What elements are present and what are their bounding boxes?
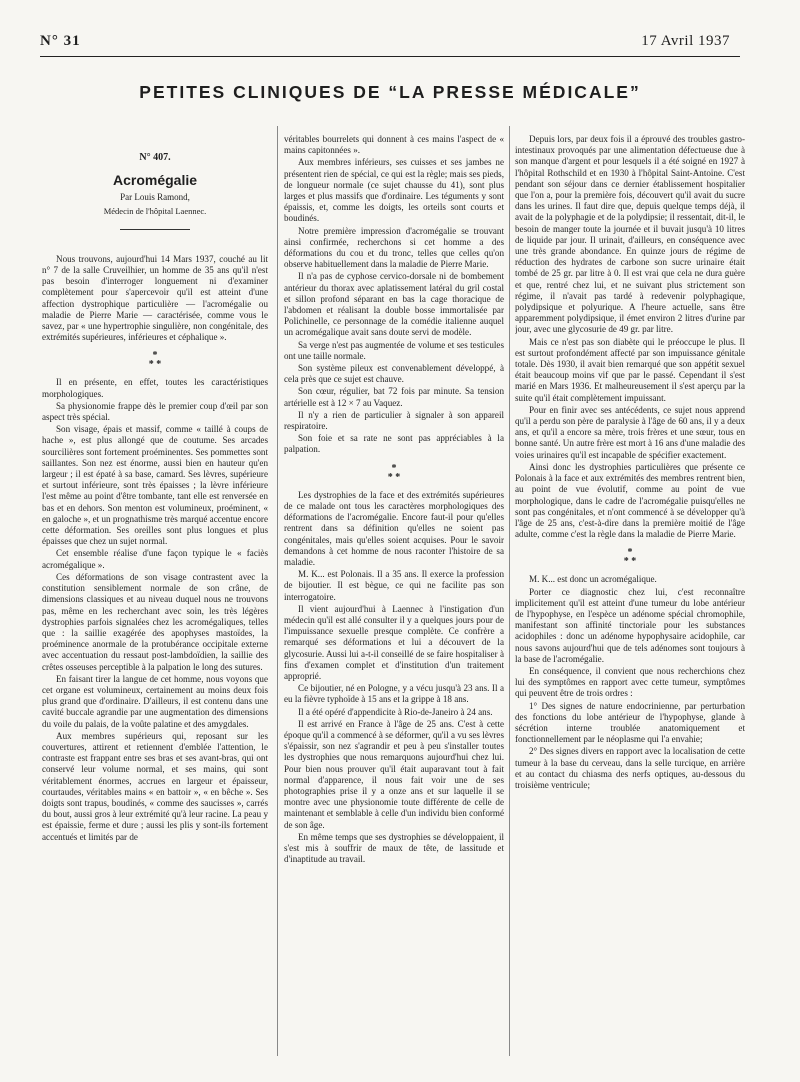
paragraph: Sa physionomie frappe dès le premier coup d'œil par son aspect très spécial.	[42, 400, 268, 423]
paragraph: Il n'y a rien de particulier à signaler à son appareil respiratoire.	[284, 409, 504, 432]
paragraph: Aux membres supérieurs qui, reposant sur les couvertures, attirent et retiennent d'emblée l'attention, le contraste est frappant entre ses bras et ses avant-bras, qui ont conservé leur volume normal, et ses mains, qui sont véritablement énormes, accrues en largeur et épaisseur, courtaudes, véritables mains « en battoir », « en bêche ». Ses doigts sont trapus, boudinés, « comme des saucisses », carrés du bout, aussi gros à leur extrémité qu'à leur racine. La peau y est épaissie, ferme et dure ; aussi les plis y sont-ils fortement accentués et limités par de	[42, 730, 268, 842]
article-author: Par Louis Ramond,	[120, 192, 190, 203]
paragraph: M. K... est Polonais. Il a 35 ans. Il exerce la profession de bijoutier. Il est bègue, ce qui ne facilite pas son interrogatoire.	[284, 569, 504, 602]
paragraph: Nous trouvons, aujourd'hui 14 Mars 1937, couché au lit n° 7 de la salle Cruveilhier, un homme de 35 ans qu'il n'est pas besoin d'interroger longuement ni d'examiner complètement pour s'apercevoir qu'il est atteint d'une affection dystrophique particulière — l'acromégalie ou maladie de Pierre Marie — caractérisée, comme vous le savez, par « une hypertrophie singulière, non congénitale, des extrémités supérieures, inférieures et céphalique ».	[42, 253, 268, 343]
column-divider	[277, 126, 278, 1056]
paragraph: Notre première impression d'acromégalie se trouvant ainsi confirmée, recherchons si cet homme a des déformations du cou et du tronc, telles que celles qu'on observe habituellement dans la maladie de Pierre Marie.	[284, 225, 504, 270]
author-affiliation: Médecin de l'hôpital Laennec.	[103, 205, 207, 216]
paragraph: Il est arrivé en France à l'âge de 25 ans. C'est à cette époque qu'il a commencé à se déformer, qu'il a vu ses lèvres s'épaissir, son nez s'agrandir et peu à peu s'installer toutes les dystrophies que nous remarquons aujourd'hui chez lui. Pour bien nous prouver qu'il était auparavant tout à fait normal d'apparence, il nous fait voir une de ses photographies prise il y a onze ans et sur laquelle il se montre avec une physionomie toute différente de celle de maintenant et semblable à celle d'un individu bien conformé de son âge.	[284, 718, 504, 830]
paragraph: M. K... est donc un acromégalique.	[529, 574, 657, 585]
title-rule	[120, 229, 190, 230]
paragraph: véritables bourrelets qui donnent à ces mains l'aspect de « mains capitonnées ».	[284, 134, 504, 156]
paragraph: Son foie et sa rate ne sont pas appréciables à la palpation.	[284, 433, 504, 455]
paragraph: 1° Des signes de nature endocrinienne, par perturbation des fonctions du lobe antérieur de l'hypophyse, glande à sécrétion interne troublée anatomiquement et fonctionnellement par le néoplasme qui l'a envahie;	[515, 700, 745, 745]
paragraph: Il en présente, en effet, toutes les caractéristiques morphologiques.	[42, 377, 268, 399]
paragraph: Son cœur, régulier, bat 72 fois par minute. Sa tension artérielle est à 12 × 7 au Vaquez.	[284, 386, 504, 408]
paragraph: Il n'a pas de cyphose cervico-dorsale ni de bombement antérieur du thorax avec aplatissement latéral du gril costal et sillon profond séparant en bas la cage thoracique de l'abdomen et réalisant la double bosse immortalisée par Polichinelle, ce personnage de la comédie italienne auquel un acromégalique avait sans doute servi de modèle.	[284, 271, 504, 338]
issue-date: 17 Avril 1937	[641, 33, 730, 49]
column-2	[284, 134, 504, 1064]
paragraph: Depuis lors, par deux fois il a éprouvé des troubles gastro-intestinaux provoqués par une alimentation défectueuse due à son manque d'argent et pour lesquels il a été soigné en 1927 à l'hôpital Rothschild et en 1930 à l'hôpital Saint-Antoine. C'est pendant son séjour dans ce dernier établissement hospitalier que l'on a, pour la première fois, découvert qu'il avait du sucre dans les urines. Il faut dire que, depuis quelque temps déjà, il avait de la polyphagie et de la polydipsie; il ressentait, dit-il, le besoin de manger toute la journée et il buvait jusqu'à 10 litres de liquide par jour. Il urinait, d'ailleurs, en conséquence avec une très grande abondance. En quinze jours de régime de réduction des hydrates de carbone son sucre urinaire était tombé de 25 gr. par litre à 0. Il est vrai que cela ne dura guère et que, rentré chez lui, et ne suivant plus strictement son régime, il n'avait pas tardé à redevenir polyphagique, polydipsique et polyurique. A l'heure actuelle, sans être apparemment polydipsique, il émet environ 2 litres d'urine par jour, avec une glycosurie de 49 gr. par litre.	[515, 134, 745, 335]
paragraph: Ces déformations de son visage contrastent avec la constitution sensiblement normale de son crâne, de dimensions classiques et au niveau duquel nous ne trouvons pas, même en les recherchant avec soin, les très légères dystrophies parfois signalées chez les acromégaliques, telles que : la saillie exagérée des apophyses mastoïdes, la proéminence anormale de la protubérance occipitale externe avec accentuation du ressaut post-lambdoïdien, la saillie des crêtes osseuses perceptible à la palpation le long des sutures.	[42, 571, 268, 672]
paragraph: Pour en finir avec ses antécédents, ce sujet nous apprend qu'il a perdu son père de paralysie à l'âge de 60 ans, il y a deux ans, et qu'il a encore sa mère, trois frères et une sœur, tous en bonne santé. Un autre frère est mort à 16 ans d'une maladie des voies urinaires qu'il est incapable de spécifier exactement.	[515, 404, 745, 460]
paragraph: 2° Des signes divers en rapport avec la localisation de cette tumeur à la base du cerveau, dans la selle turcique, en arrière et au contact du chiasma des nerfs optiques, au-dessous du troisième ventricule;	[515, 746, 745, 790]
paragraph: Aux membres inférieurs, ses cuisses et ses jambes ne présentent rien de spécial, ce qui est la règle; mais ses pieds, de longueur normale (ce sujet chausse du 41), sont plus larges et plus massifs que d'ordinaire. Les téguments y sont épaissis, et, comme les doigts, les orteils sont courts et boudinés.	[284, 157, 504, 224]
journal-title: PETITES CLINIQUES DE “LA PRESSE MÉDICALE”	[139, 82, 641, 102]
column-divider	[509, 126, 510, 1056]
paragraph: Sa verge n'est pas augmentée de volume et ses testicules ont une taille normale.	[284, 339, 504, 361]
section-stars: * * *	[387, 462, 401, 483]
column-1	[42, 134, 268, 1064]
header-rule	[40, 56, 740, 57]
paragraph: Son visage, épais et massif, comme « taillé à coups de hache », est plus allongé que de coutume. Ses arcades sourcilières sont fortement proéminentes. Ses pommettes sont saillantes. Son nez est énorme, aussi bien en hauteur qu'en largeur ; il est épaté à sa base, camard. Ses lèvres, supérieure et surtout inférieure, sont très épaisses ; la lèvre inférieure l'est même au point d'être tombante, tant elle est renversée en bas et en dehors. Son menton est volumineux, proéminent, « en galoche », et un prognathisme très marqué accentue encore cette déformation. Ses oreilles sont plus longues et plus épaisses que chez un sujet normal.	[42, 424, 268, 547]
paragraph: Cet ensemble réalise d'une façon typique le « faciès acromégalique ».	[42, 548, 268, 570]
paragraph: En même temps que ses dystrophies se développaient, il s'est mis à souffrir de maux de tête, de lassitude et d'inaptitude au travail.	[284, 831, 504, 865]
article-title: Acromégalie	[112, 172, 198, 189]
paragraph: Porter ce diagnostic chez lui, c'est reconnaître implicitement qu'il est atteint d'une tumeur du lobe antérieur de l'hypophyse, en l'espèce un adénome spécial chromophile, manifestant son affinité tinctoriale pour les substances acidophiles : donc un adénome hypophysaire acidophile, car nous savons aujourd'hui que de tels adénomes sont toujours à la base de l'acromégalie.	[515, 586, 745, 664]
paragraph: Son système pileux est convenablement développé, à cela près que ce sujet est chauve.	[284, 363, 504, 385]
paragraph: En conséquence, il convient que nous recherchions chez lui des symptômes en rapport avec cette tumeur, symptômes qui peuvent être de trois ordres :	[515, 665, 745, 699]
paragraph: Il vient aujourd'hui à Laennec à l'instigation d'un médecin qu'il est allé consulter il y a quelques jours pour de l'impuissance sexuelle presque complète. Ce confrère a remarqué ses déformations et lui a découvert de la glycosurie. Aussi lui a-t-il conseillé de se faire hospitaliser à fins d'examen complet et d'institution d'un traitement approprié.	[284, 603, 504, 681]
paragraph: En faisant tirer la langue de cet homme, nous voyons que cet organe est volumineux, certainement au moins deux fois plus grand que d'ordinaire. D'ailleurs, il est contenu dans une cavité buccale agrandie par une augmentation des dimensions du voile du palais, de la voûte palatine et des amygdales.	[42, 673, 268, 729]
issue-number: N° 31	[40, 33, 81, 49]
section-stars: * * *	[623, 547, 637, 568]
paragraph: Il a été opéré d'appendicite à Rio-de-Janeiro à 24 ans.	[298, 706, 493, 717]
article-number: N° 407.	[139, 152, 171, 163]
paragraph: Ainsi donc les dystrophies particulières que présente ce Polonais à la face et aux extrémités des membres rentrent bien, au point de vue évolutif, comme au point de vue morphologique, dans le cadre de l'acromégalie puisqu'elles ne sont pas congénitales, et n'ont commencé à se développer qu'à l'âge de 25 ans, c'est-à-dire dans la première moitié de l'âge adulte, comme c'est la règle dans la maladie de Pierre Marie.	[515, 461, 745, 540]
paragraph: Les dystrophies de la face et des extrémités supérieures de ce malade ont tous les caractères morphologiques des déformations de l'acromégalie. Encore faut-il pour qu'elles rentrent dans sa définition qu'elles ne soient pas congénitales, mais qu'elles soient acquises. Pour le savoir demandons à cet homme de nous raconter l'histoire de sa maladie.	[284, 489, 504, 567]
paragraph: Ce bijoutier, né en Pologne, y a vécu jusqu'à 23 ans. Il a eu la fièvre typhoïde à 15 ans et la grippe à 18 ans.	[284, 683, 504, 705]
column-3	[515, 134, 745, 1064]
page-header	[40, 33, 730, 53]
paragraph: Mais ce n'est pas son diabète qui le préoccupe le plus. Il est surtout profondément affecté par son impuissance génitale totale. Dès 1930, il avait bien remarqué que son appétit sexuel était beaucoup moins vif que par le passé. Cependant il s'est marié en Mars 1936. Et malheureusement il s'est aperçu par la suite qu'il était complètement impuissant.	[515, 336, 745, 403]
section-stars: * * *	[148, 350, 162, 371]
